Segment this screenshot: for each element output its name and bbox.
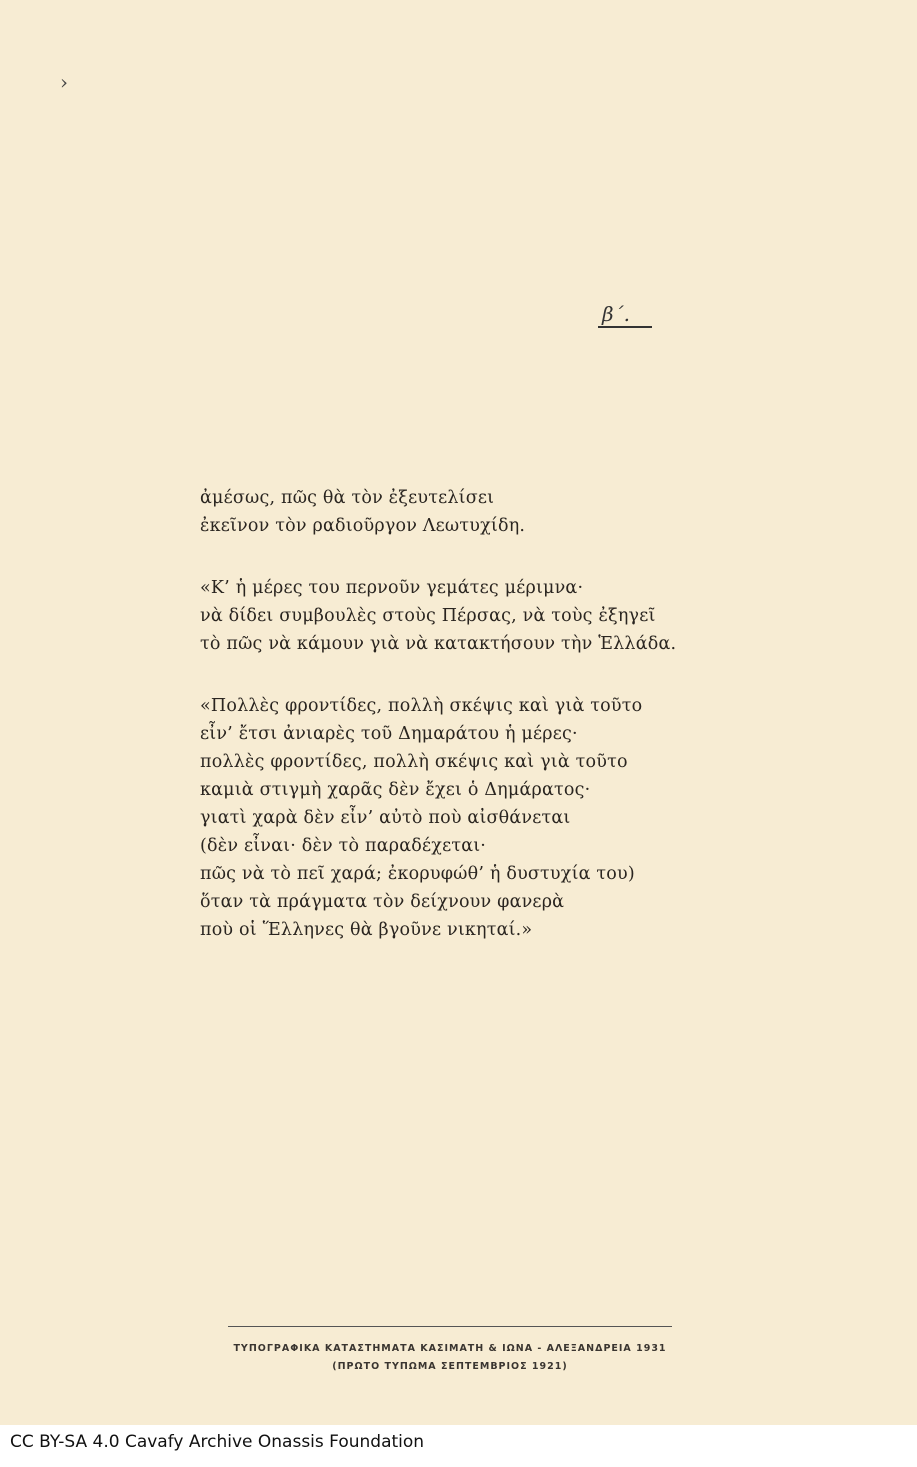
corner-mark: › <box>60 70 68 94</box>
poem-line: πῶς νὰ τὸ πεῖ χαρά; ἐκορυφώθ’ ἡ δυστυχία του) <box>200 864 635 884</box>
colophon-line-printer: ΤΥΠΟΓΡΑΦΙΚΑ ΚΑΤΑΣΤΗΜΑΤΑ ΚΑΣΙΜΑΤΗ & ΙΩΝΑ - ΑΛΕΞΑΝΔΡΕΙΑ 1931 <box>233 1343 667 1354</box>
stanza-break <box>200 658 760 692</box>
poem-line: ἐκεῖνον τὸν ραδιοῦργον Λεωτυχίδη. <box>200 516 526 536</box>
poem-line: νὰ δίδει συμβουλὲς στοὺς Πέρσας, νὰ τοὺς ἐξηγεῖ <box>200 606 656 626</box>
poem-line: ποὺ οἱ Ἕλληνες θὰ βγοῦνε νικηταί.» <box>200 920 533 940</box>
poem-text <box>200 484 760 944</box>
colophon-line-first-print: (ΠΡΩΤΟ ΤΥΠΩΜΑ ΣΕΠΤΕΜΒΡΙΟΣ 1921) <box>332 1361 568 1372</box>
poem-line: (δὲν εἶναι· δὲν τὸ παραδέχεται· <box>200 836 487 856</box>
poem-line: γιατὶ χαρὰ δὲν εἶν’ αὐτὸ ποὺ αἰσθάνεται <box>200 808 571 828</box>
poem-line: ὅταν τὰ πράγματα τὸν δείχνουν φανερὰ <box>200 892 565 912</box>
poem-line: πολλὲς φροντίδες, πολλὴ σκέψις καὶ γιὰ τοῦτο <box>200 752 628 772</box>
poem-line: καμιὰ στιγμὴ χαρᾶς δὲν ἔχει ὁ Δημάρατος· <box>200 780 591 800</box>
poem-line: ἀμέσως, πῶς θὰ τὸν ἐξευτελίσει <box>200 488 495 508</box>
poem-line: τὸ πῶς νὰ κάμουν γιὰ νὰ κατακτήσουν τὴν Ἑλλάδα. <box>200 634 677 654</box>
stanza-break <box>200 540 760 574</box>
colophon-rule <box>228 1326 672 1327</box>
license-credit: CC BY-SA 4.0 Cavafy Archive Onassis Foundation <box>10 1432 425 1452</box>
page-mark-underline <box>598 326 652 328</box>
poem-line: «Πολλὲς φροντίδες, πολλὴ σκέψις καὶ γιὰ τοῦτο <box>200 696 643 716</box>
poem-line: εἶν’ ἔτσι ἀνιαρὲς τοῦ Δημαράτου ἡ μέρες· <box>200 724 578 744</box>
printer-colophon <box>160 1340 740 1376</box>
poem-line: «Κ’ ἡ μέρες του περνοῦν γεμάτες μέριμνα· <box>200 578 584 598</box>
page-number-mark: β΄. <box>602 302 630 326</box>
